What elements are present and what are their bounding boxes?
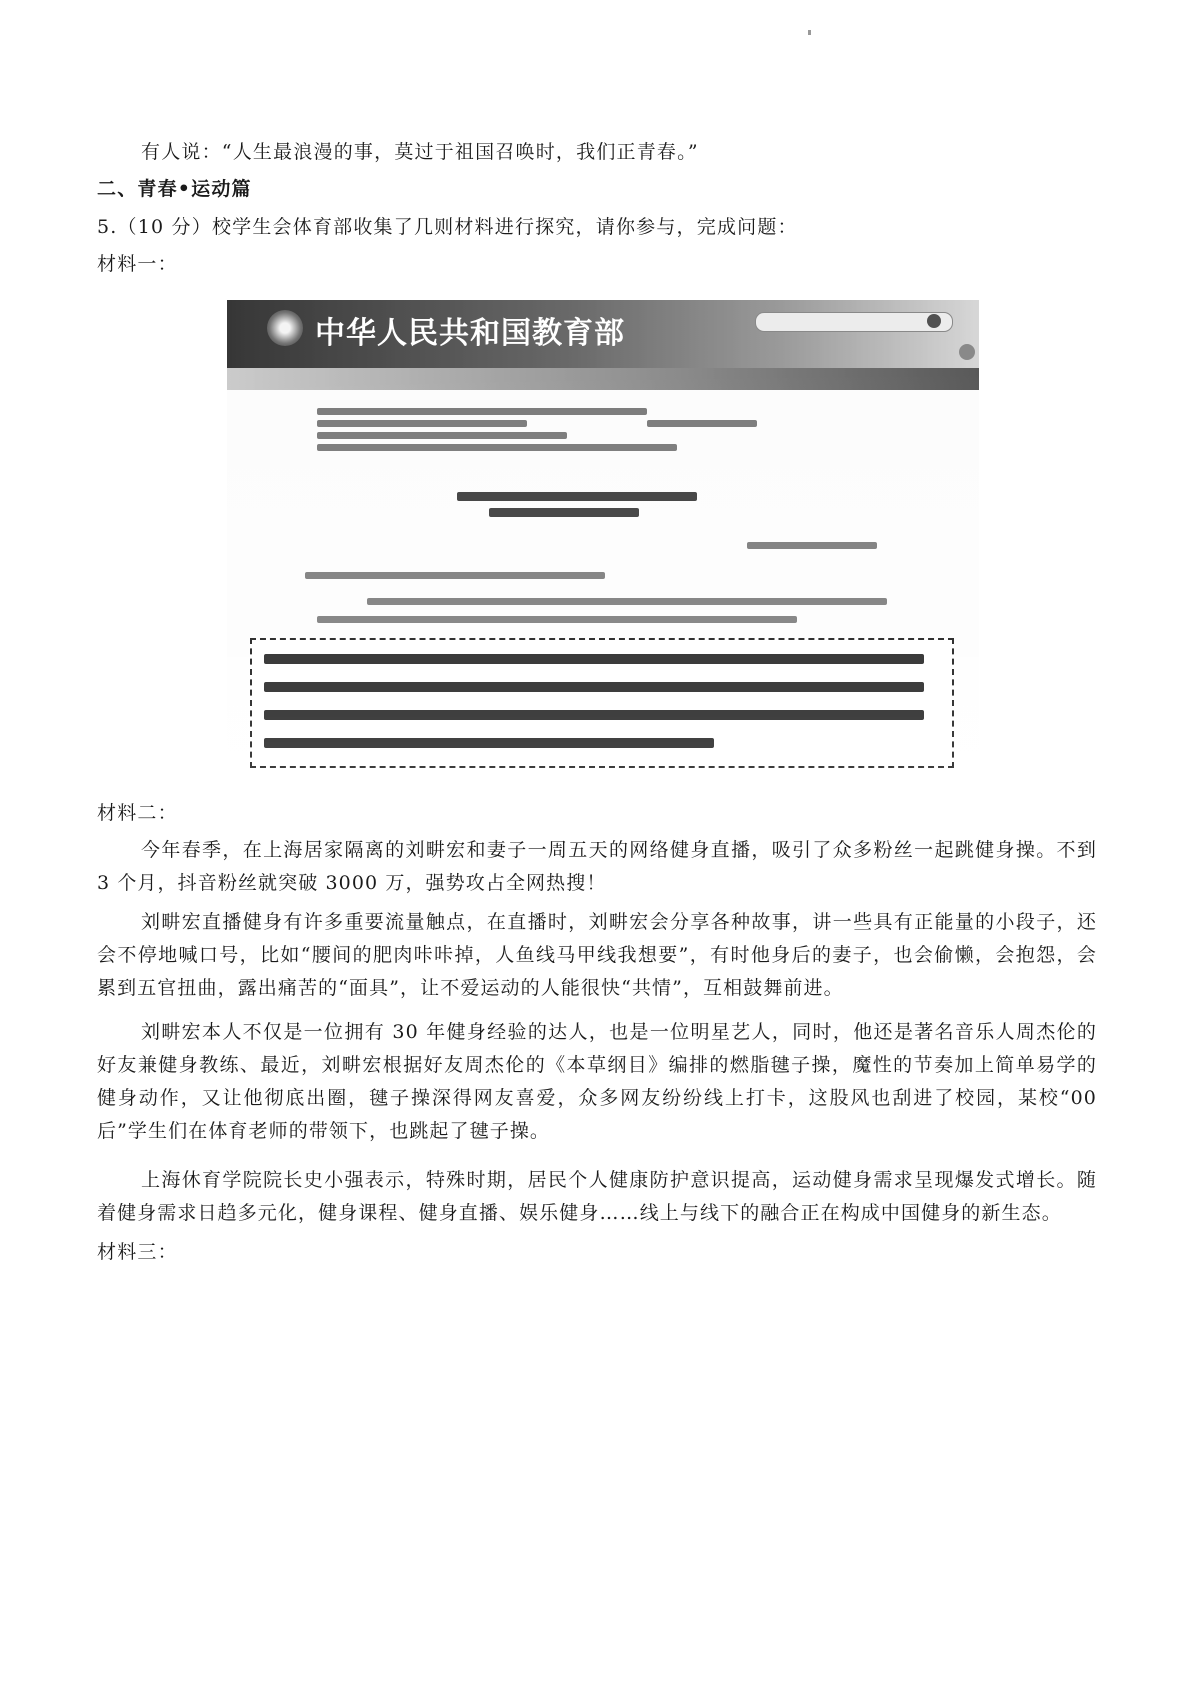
material-three-label: 材料三： [97, 1241, 178, 1263]
scan-mark [808, 30, 811, 35]
material-two-paragraph: 刘畊宏本人不仅是一位拥有 30 年健身经验的达人，也是一位明星艺人，同时，他还是著名音乐人周杰伦的好友兼健身教练、最近，刘畊宏根据好友周杰伦的《本草纲目》编排的燃脂毽子操，魔性的节奏加上简单易学的健身动作，又让他彻底出圈，毽子操深得网友喜爱，众多网友纷纷线上打卡，这股风也刮进了校园，某校“00 后”学生们在体育老师的带领下，也跳起了毽子操。 [97, 1021, 1097, 1142]
material-two-paragraph: 上海休育学院院长史小强表示，特殊时期，居民个人健康防护意识提高，运动健身需求呈现爆发式增长。随着健身需求日趋多元化，健身课程、健身直播、娱乐健身……线上与线下的融合正在构成中国健身的新生态。 [97, 1169, 1097, 1224]
question-prompt: 5.（10 分）校学生会体育部收集了几则材料进行探究，请你参与，完成问题： [97, 216, 798, 238]
material-two-paragraph: 刘畊宏直播健身有许多重要流量触点，在直播时，刘畊宏会分享各种故事，讲一些具有正能量的小段子，还会不停地喊口号，比如“腰间的肥肉咔咔掉，人鱼线马甲线我想要”，有时他身后的妻子，也会偷懒，会抱怨，会累到五官扭曲，露出痛苦的“面具”，让不爱运动的人能很快“共情”，互相鼓舞前进。 [97, 911, 1097, 999]
circle-icon [959, 344, 975, 360]
material-two-label: 材料二： [97, 802, 178, 824]
figure-banner-title: 中华人民共和国教育部 [315, 316, 625, 351]
figure-search-box [755, 312, 953, 332]
search-icon [927, 314, 941, 328]
ministry-notice-screenshot [227, 300, 979, 770]
national-emblem-icon [267, 310, 303, 346]
intro-quote: 有人说：“人生最浪漫的事，莫过于祖国召唤时，我们正青春。” [141, 141, 699, 163]
section-heading: 二、青春•运动篇 [97, 178, 252, 200]
figure-scan-overlay [227, 368, 979, 770]
material-two-paragraph: 今年春季，在上海居家隔离的刘畊宏和妻子一周五天的网络健身直播，吸引了众多粉丝一起跳健身操。不到 3 个月，抖音粉丝就突破 3000 万，强势攻占全网热搜！ [97, 839, 1097, 894]
material-one-label: 材料一： [97, 253, 178, 275]
